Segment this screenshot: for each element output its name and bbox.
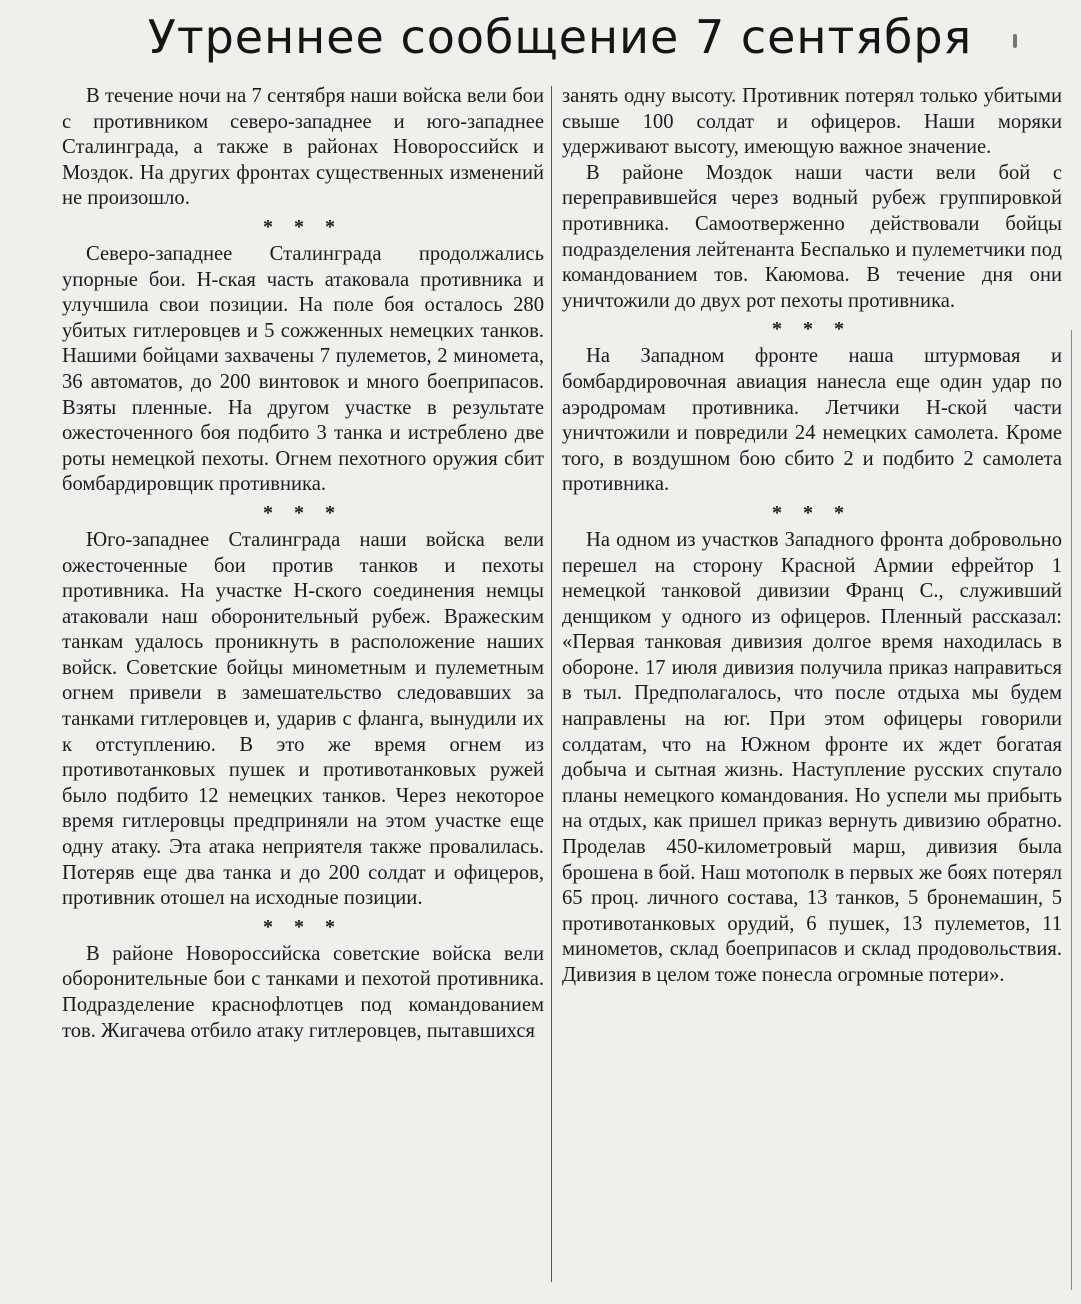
section-separator: * * *	[263, 501, 343, 524]
paragraph-novorossiysk-continued: занять одну высоту. Противник потерял только убитыми свыше 100 солдат и офицеров. Наши моряки удерживают высоту, имеющую важное значение.	[562, 85, 1062, 159]
section-separator: * * *	[772, 501, 852, 524]
paragraph-defector-testimony: На одном из участков Западного фронта добровольно перешел на сторону Красной Армии ефрейтор 1 немецкой танковой дивизии Франц С., служивший денщиком у одного из офицеров. Пленный рассказал: «Первая танковая дивизия долгое время находилась в обороне. 17 июля дивизия получила приказ направиться в тыл. Предполагалось, что после отдыха мы будем направлены на юг. При этом офицеры говорили солдатам, что на Южном фронте их ждет богатая добыча и сытная жизнь. Наступление русских спутало планы немецкого командования. Но успели мы прибыть на отдых, как пришел приказ вернуть дивизию обратно. Проделав 450-километровый марш, дивизия была брошена в бой. Наш мотополк в первых же боях потерял 65 проц. личного состава, 13 танков, 5 бронемашин, 5 противотанковых орудий, 6 пушек, 13 пулеметов, 11 минометов, склад боеприпасов и склад продовольствия. Дивизия в целом тоже понесла огромные потери».	[562, 528, 1062, 986]
section-separator: * * *	[772, 318, 852, 341]
print-speck	[1013, 34, 1017, 48]
section-separator: * * *	[263, 215, 343, 238]
article-title: Утреннее сообщение 7 сентября	[147, 10, 973, 64]
paragraph-western-front-aviation: На Западном фронте наша штурмовая и бомбардировочная авиация нанесла еще один удар по аэродромам противника. Летчики Н-ской части уничтожили и повредили 24 немецких самолета. Кроме того, в воздушном бою сбито 2 и подбито 2 самолета противника.	[562, 345, 1062, 496]
right-column	[562, 84, 1062, 989]
left-column	[62, 84, 544, 1044]
paragraph-northwest-stalingrad: Северо-западнее Сталинграда продолжались упорные бои. Н-ская часть атаковала противника и улучшила свои позиции. На поле боя осталось 280 убитых гитлеровцев и 5 сожженных немецких танков. Нашими бойцами захвачены 7 пулеметов, 2 миномета, 36 автоматов, до 200 винтовок и много боеприпасов. Взяты пленные. На другом участке в результате ожесточенного боя подбито 3 танка и истреблено две роты немецкой пехоты. Огнем пехотного оружия сбит бомбардировщик противника.	[62, 242, 544, 496]
paragraph-intro: В течение ночи на 7 сентября наши войска вели бои с противником северо-западнее и юго-западнее Сталинграда, а также в районах Новороссийск и Моздок. На других фронтах существенных изменений не произошло.	[62, 85, 544, 210]
section-separator: * * *	[263, 915, 343, 938]
paragraph-novorossiysk: В районе Новороссийска советские войска вели оборонительные бои с танками и пехотой противника. Подразделение краснофлотцев под командованием тов. Жигачева отбило атаку гитлеровцев, пытавшихся	[62, 942, 544, 1042]
paragraph-mozdok: В районе Моздок наши части вели бой с переправившейся через водный рубеж группировкой противника. Самоотверженно действовали бойцы подразделения лейтенанта Беспалько и пулеметчики под командованием тов. Каюмова. В течение дня они уничтожили до двух рот пехоты противника.	[562, 161, 1062, 312]
column-divider	[551, 86, 552, 1282]
paragraph-southwest-stalingrad: Юго-западнее Сталинграда наши войска вели ожесточенные бои против танков и пехоты противника. На участке Н-ского соединения немцы атаковали наш оборонительный рубеж. Вражеским танкам удалось проникнуть в расположение наших войск. Советские бойцы минометным и пулеметным огнем привели в замешательство следовавших за танками гитлеровцев и, ударив с фланга, вынудили их к отступлению. В это же время огнем из противотанковых пушек и противотанковых ружей было подбито 12 немецких танков. Через некоторое время гитлеровцы предприняли на этом участке еще одну атаку. Эта атака неприятеля также провалилась. Потеряв еще два танка и до 200 солдат и офицеров, противник отошел на исходные позиции.	[62, 528, 544, 910]
page-edge-rule	[1071, 330, 1072, 1290]
